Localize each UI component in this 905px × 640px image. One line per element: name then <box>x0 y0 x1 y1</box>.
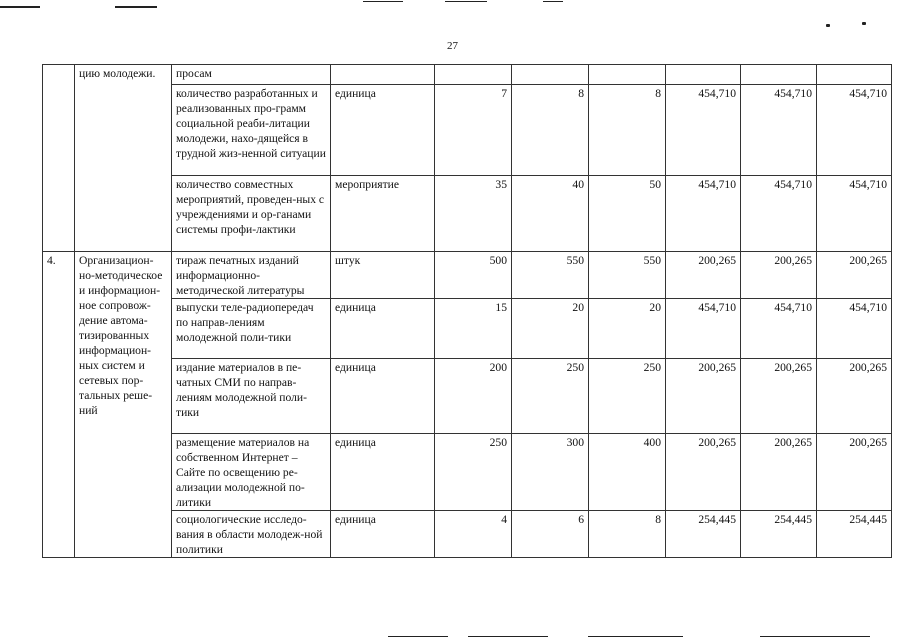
unit-cell: единица <box>331 434 435 511</box>
scan-mark-bottom-3 <box>588 636 683 637</box>
indicator-cell: тираж печатных изданий информационно-методической литературы <box>172 252 331 299</box>
value-cell: 35 <box>435 176 512 252</box>
program-indicators-table <box>42 64 892 558</box>
cost-cell: 454,710 <box>666 176 741 252</box>
value-cell: 250 <box>512 359 589 434</box>
value-cell: 500 <box>435 252 512 299</box>
cost-cell: 200,265 <box>666 434 741 511</box>
row-index-cell: 4. <box>43 252 75 558</box>
cost-cell: 200,265 <box>666 359 741 434</box>
value-cell <box>512 65 589 85</box>
unit-cell: единица <box>331 511 435 558</box>
indicator-cell: просам <box>172 65 331 85</box>
value-cell: 300 <box>512 434 589 511</box>
unit-cell: единица <box>331 359 435 434</box>
cost-cell: 200,265 <box>741 252 817 299</box>
cost-cell: 200,265 <box>817 252 892 299</box>
scan-mark-bottom-1 <box>388 636 448 637</box>
scan-mark-top-3 <box>363 1 403 2</box>
value-cell: 550 <box>589 252 666 299</box>
value-cell: 40 <box>512 176 589 252</box>
indicator-cell: размещение материалов на собственном Интернет – Сайте по освещению ре-ализации молодежной по-литики <box>172 434 331 511</box>
value-cell: 400 <box>589 434 666 511</box>
cost-cell: 454,710 <box>817 299 892 359</box>
activity-name-cell: цию молодежи. <box>75 65 172 252</box>
scan-mark-top-2 <box>115 6 157 8</box>
value-cell: 20 <box>589 299 666 359</box>
scan-mark-bottom-4 <box>760 636 870 637</box>
unit-cell: единица <box>331 85 435 176</box>
activity-name-cell: Организацион-но-методическое и информацион-ное сопровож-дение автома-тизированных информацион-ных систем и сетевых пор-тальных реше-ний <box>75 252 172 558</box>
value-cell: 6 <box>512 511 589 558</box>
value-cell: 8 <box>512 85 589 176</box>
value-cell: 200 <box>435 359 512 434</box>
value-cell: 250 <box>435 434 512 511</box>
cost-cell <box>817 65 892 85</box>
cost-cell: 254,445 <box>666 511 741 558</box>
value-cell: 8 <box>589 511 666 558</box>
cost-cell: 454,710 <box>741 299 817 359</box>
indicator-cell: количество совместных мероприятий, проведен-ных с учреждениями и ор-ганами системы профи-лактики <box>172 176 331 252</box>
cost-cell <box>741 65 817 85</box>
cost-cell: 454,710 <box>817 176 892 252</box>
value-cell: 4 <box>435 511 512 558</box>
value-cell: 50 <box>589 176 666 252</box>
value-cell: 550 <box>512 252 589 299</box>
unit-cell: единица <box>331 299 435 359</box>
unit-cell <box>331 65 435 85</box>
cost-cell: 254,445 <box>817 511 892 558</box>
scan-mark-top-1 <box>0 6 40 8</box>
value-cell: 250 <box>589 359 666 434</box>
row-index-cell <box>43 65 75 252</box>
cost-cell: 254,445 <box>741 511 817 558</box>
value-cell <box>589 65 666 85</box>
cost-cell <box>666 65 741 85</box>
scan-dot-2 <box>862 22 866 25</box>
page-number: 27 <box>447 40 458 52</box>
scan-dot-1 <box>826 24 830 27</box>
cost-cell: 200,265 <box>817 359 892 434</box>
cost-cell: 454,710 <box>741 85 817 176</box>
cost-cell: 200,265 <box>817 434 892 511</box>
value-cell: 20 <box>512 299 589 359</box>
value-cell: 8 <box>589 85 666 176</box>
value-cell <box>435 65 512 85</box>
cost-cell: 454,710 <box>817 85 892 176</box>
scan-mark-bottom-2 <box>468 636 548 637</box>
indicator-cell: количество разработанных и реализованных про-грамм социальной реаби-литации молодежи, нахо-дящейся в трудной жиз-ненной ситуации <box>172 85 331 176</box>
indicator-cell: социологические исследо-вания в области молодеж-ной политики <box>172 511 331 558</box>
value-cell: 7 <box>435 85 512 176</box>
table-row <box>43 252 892 299</box>
cost-cell: 200,265 <box>666 252 741 299</box>
cost-cell: 200,265 <box>741 434 817 511</box>
cost-cell: 200,265 <box>741 359 817 434</box>
scan-mark-top-4 <box>445 1 487 2</box>
unit-cell: штук <box>331 252 435 299</box>
unit-cell: мероприятие <box>331 176 435 252</box>
value-cell: 15 <box>435 299 512 359</box>
indicator-cell: издание материалов в пе-чатных СМИ по направ-лениям молодежной поли-тики <box>172 359 331 434</box>
cost-cell: 454,710 <box>666 299 741 359</box>
scan-mark-top-5 <box>543 1 563 2</box>
indicator-cell: выпуски теле-радиопередач по направ-лениям молодежной поли-тики <box>172 299 331 359</box>
cost-cell: 454,710 <box>666 85 741 176</box>
table-row <box>43 65 892 85</box>
cost-cell: 454,710 <box>741 176 817 252</box>
